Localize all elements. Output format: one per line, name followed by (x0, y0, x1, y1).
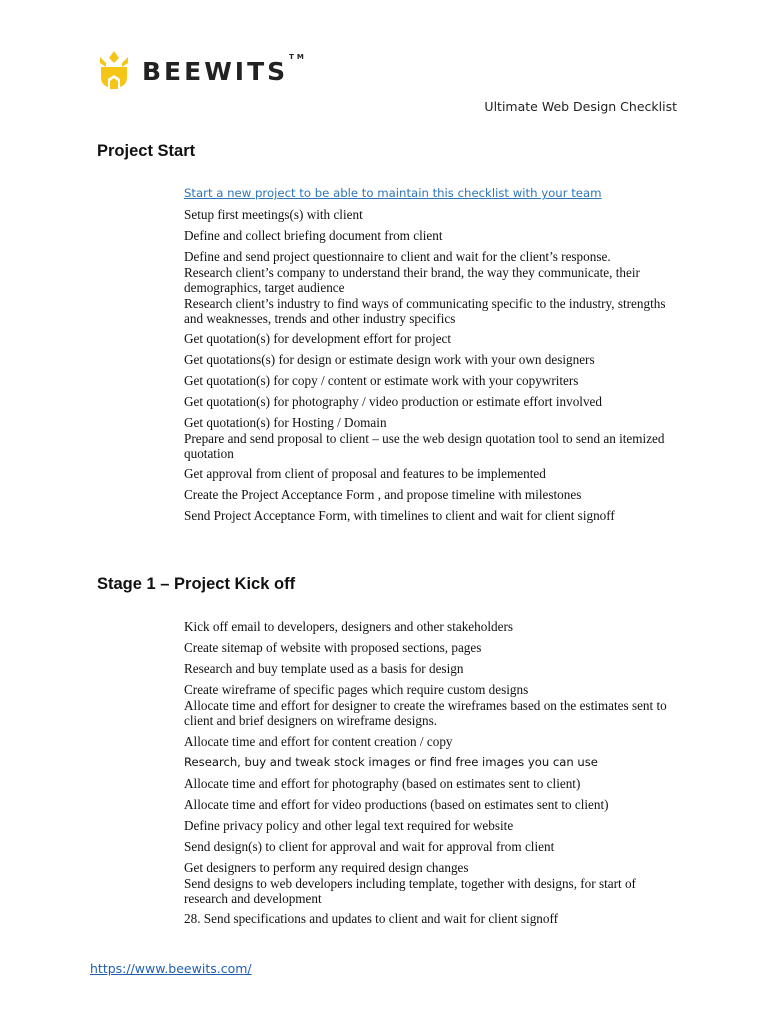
checklist-item: Prepare and send proposal to client – use the web design quotation tool to send an itemized quotation (184, 431, 665, 461)
trademark-mark: TM (289, 52, 307, 61)
checklist-item: Get quotation(s) for development effort for project (184, 331, 452, 346)
checklist-item: Send designs to web developers including template, together with designs, for start of research and development (184, 876, 636, 906)
checklist-item: 28. Send specifications and updates to client and wait for client signoff (184, 911, 559, 926)
checklist-item: Allocate time and effort for video productions (based on estimates sent to client) (184, 797, 609, 812)
brand-name: BEEWITS™ (142, 52, 307, 86)
footer-website-link[interactable]: https://www.beewits.com/ (90, 961, 252, 976)
checklist-item: Define and send project questionnaire to client and wait for the client’s response. (184, 249, 611, 264)
checklist-item: Research client’s industry to find ways of communicating specific to the industry, strengths and weaknesses, trends and other industry specifics (184, 296, 666, 326)
document-title: Ultimate Web Design Checklist (484, 99, 677, 114)
checklist-item: Kick off email to developers, designers and other stakeholders (184, 619, 513, 634)
checklist-item: Research and buy template used as a basis for design (184, 661, 464, 676)
checklist-item: Get designers to perform any required design changes (184, 860, 469, 875)
project-start-checklist (184, 186, 674, 523)
checklist-item: Define and collect briefing document from client (184, 228, 443, 243)
checklist-item: Create sitemap of website with proposed sections, pages (184, 640, 482, 655)
checklist-item: Get quotations(s) for design or estimate design work with your own designers (184, 352, 595, 367)
checklist-item: Define privacy policy and other legal text required for website (184, 818, 514, 833)
checklist-item: Send Project Acceptance Form, with timelines to client and wait for client signoff (184, 508, 615, 523)
checklist-item: Send design(s) to client for approval and wait for approval from client (184, 839, 555, 854)
checklist-item: Allocate time and effort for designer to create the wireframes based on the estimates sent to client and brief designers on wireframe designs. (184, 698, 667, 728)
checklist-item: Setup first meetings(s) with client (184, 207, 363, 222)
checklist-item: Create wireframe of specific pages which require custom designs (184, 682, 529, 697)
checklist-item: Research client’s company to understand their brand, the way they communicate, their demographics, target audience (184, 265, 640, 295)
brand-logo (96, 49, 307, 93)
checklist-item: Get approval from client of proposal and features to be implemented (184, 466, 546, 481)
section-heading-stage-1: Stage 1 – Project Kick off (97, 575, 296, 593)
bee-crown-icon (96, 51, 132, 91)
stage-1-checklist (184, 619, 674, 926)
checklist-item: Get quotation(s) for copy / content or estimate work with your copywriters (184, 373, 579, 388)
checklist-item: Allocate time and effort for content creation / copy (184, 734, 453, 749)
checklist-item: Create the Project Acceptance Form , and propose timeline with milestones (184, 487, 582, 502)
checklist-item: Allocate time and effort for photography (based on estimates sent to client) (184, 776, 581, 791)
checklist-item: Get quotation(s) for Hosting / Domain (184, 415, 387, 430)
checklist-item-link[interactable]: Start a new project to be able to maintain this checklist with your team (184, 186, 602, 200)
section-heading-project-start: Project Start (97, 142, 196, 160)
checklist-item: Get quotation(s) for photography / video production or estimate effort involved (184, 394, 602, 409)
checklist-item: Research, buy and tweak stock images or find free images you can use (184, 755, 598, 769)
